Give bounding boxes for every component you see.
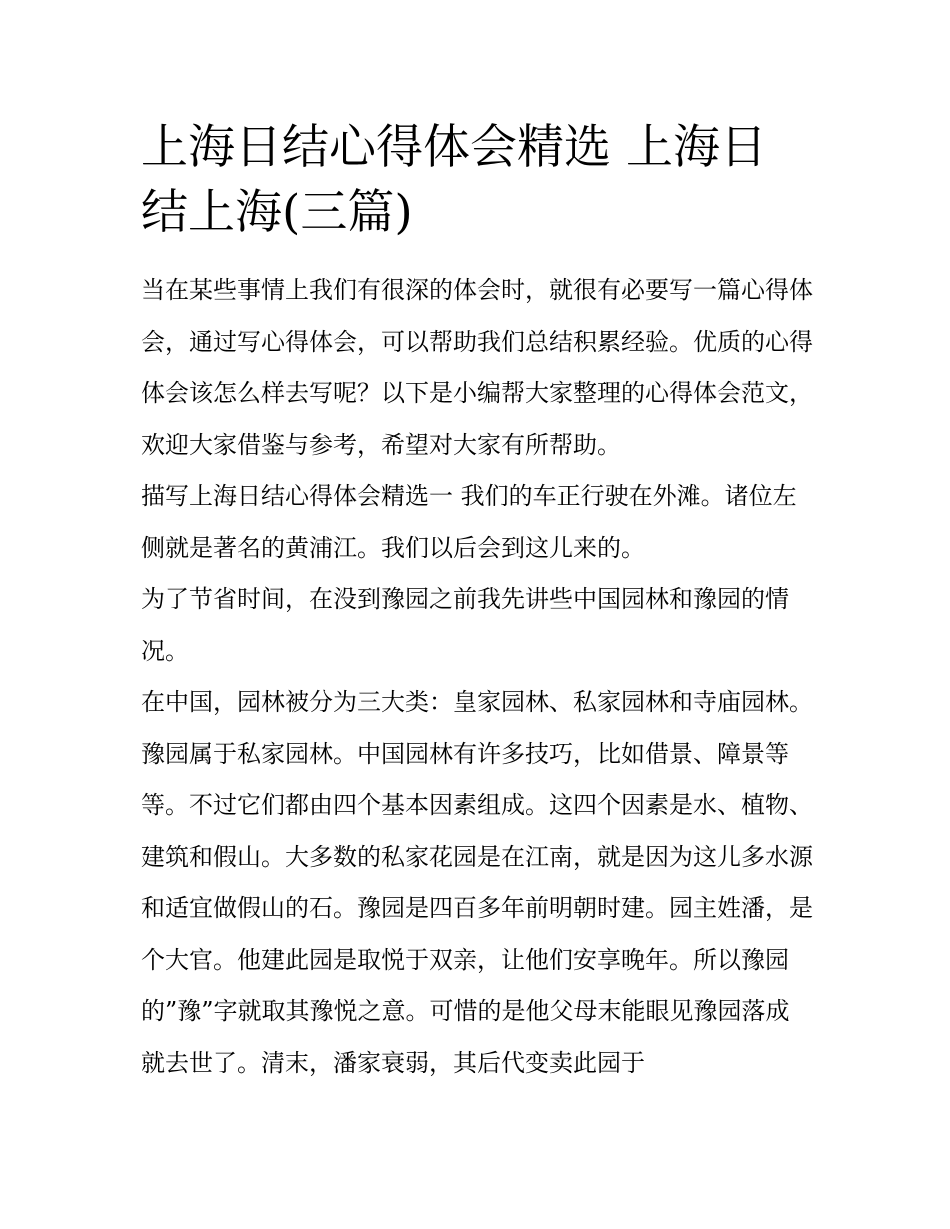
paragraph-intro: 当在某些事情上我们有很深的体会时，就很有必要写一篇心得体会，通过写心得体会，可以帮助我们总结积累经验。优质的心得体会该怎么样去写呢？以下是小编帮大家整理的心得体会范文，欢迎大家借鉴与参考，希望对大家有所帮助。	[141, 276, 813, 459]
document-body	[141, 115, 813, 1089]
document-title: 上海日结心得体会精选 上海日结上海(三篇)	[141, 120, 767, 240]
paragraph-bund: 描写上海日结心得体会精选一 我们的车正行驶在外滩。诸位左侧就是著名的黄浦江。我们以后会到这儿来的。	[141, 482, 797, 562]
paragraph-gardens: 在中国，园林被分为三大类：皇家园林、私家园林和寺庙园林。豫园属于私家园林。中国园林有许多技巧，比如借景、障景等等。不过它们都由四个基本因素组成。这四个因素是水、植物、建筑和假山。大多数的私家花园是在江南，就是因为这儿多水源和适宜做假山的石。豫园是四百多年前明朝时建。园主姓潘，是个大官。他建此园是取悦于双亲，让他们安享晚年。所以豫园的”豫”字就取其豫悦之意。可惜的是他父母末能眼见豫园落成就去世了。清末，潘家衰弱，其后代变卖此园于	[141, 688, 813, 1077]
paragraph-time: 为了节省时间，在没到豫园之前我先讲些中国园林和豫园的情况。	[141, 585, 789, 665]
